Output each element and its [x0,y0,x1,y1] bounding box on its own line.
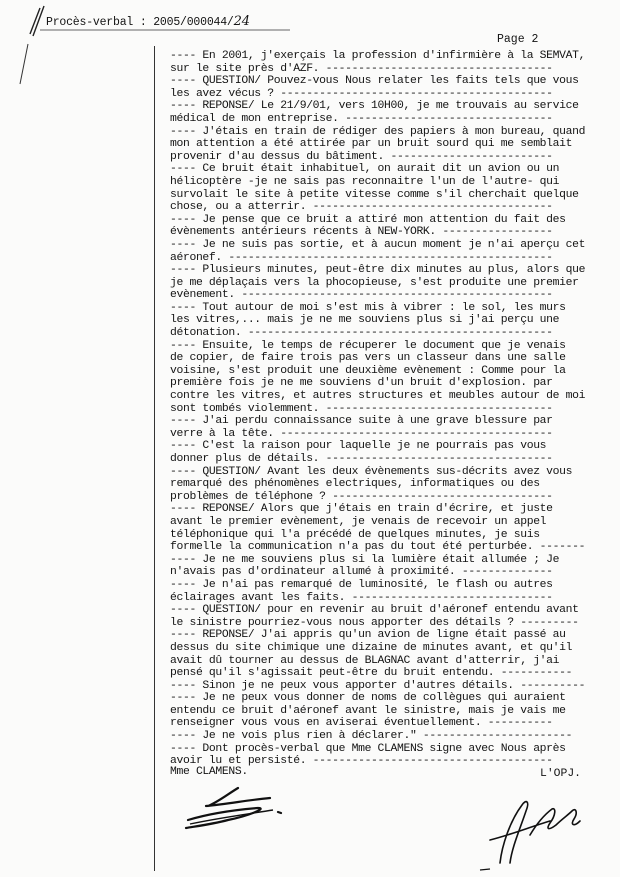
statement-line: ---- REPONSE/ Le 21/9/01, vers 10H00, je me trouvais au service [170,100,579,113]
statement-line: les vitres,... mais je ne me souviens plus si j'ai perçu une [170,314,560,327]
statement-line: téléphonique qui l'a précédé de quelques minutes, je suis [170,528,540,541]
statement-paragraph [170,214,594,239]
statement-line: verre à la tête. ------------------------------------------ [170,427,553,440]
statement-line: ---- En 2001, j'exerçais la profession d'infirmière à la SEMVAT, [170,50,586,62]
statement-line: evènement. ------------------------------------------------ [170,289,553,302]
statement-line: les avez vécus ? ------------------------------------------ [170,87,553,100]
statement-paragraph [170,730,594,743]
statement-line: n'avais pas d'ordinateur allumé à proximité. -------------- [170,566,553,579]
statement-line: ---- Ensuite, le temps de récuperer le document que je venais [170,339,566,352]
statement-paragraph [170,75,594,100]
statement-paragraph [170,50,594,75]
statement-line: ---- REPONSE/ J'ai appris qu'un avion de ligne était passé au [170,629,566,642]
statement-line: ---- Je n'ai pas remarqué de luminosité, le flash ou autres [170,578,553,591]
statement-line: provenir d'au dessus du bâtiment. ------------------------- [170,150,553,163]
page-number: Page 2 [497,33,539,46]
statement-line: avant le premier evènement, je venais de recevoir un appel [170,515,547,528]
statement-line: je me déplaçais vers la phocopieuse, s'est produite une premier [170,276,579,289]
statement-line: donner plus de détails. ----------------------------------- [170,453,553,465]
margin-line [154,46,155,871]
statement-line: sur le site près d'AZF. ----------------------------------- [170,62,553,75]
statement-line: aéronef. -------------------------------------------------- [170,251,553,264]
statement-paragraph [170,579,594,604]
statement-line: contre les vitres, et autres structures et meubles autour de moi [170,390,586,403]
statement-paragraph [170,680,594,693]
officer-label: L'OPJ. [540,768,582,780]
witness-signature [178,780,328,835]
statement-line: ---- REPONSE/ Alors que j'étais en train d'écrire, et juste [170,503,553,516]
reference-text: Procès-verbal : 2005/000044/ [46,16,234,29]
statement-line: ---- J'étais en train de rédiger des papiers à mon bureau, quand [170,125,586,138]
statement-line: ---- QUESTION/ Pouvez-vous Nous relater les faits tels que vous [170,75,579,88]
statement-line: de copier, de faire trois pas vers un classeur dans une salle [170,352,566,365]
statement-line: survolait le site à petite vitesse comme s'il cherchait quelque [170,188,579,201]
statement-line: chose, ou a atterrir. ------------------------------------- [170,201,553,214]
statement-paragraph [170,604,594,629]
officer-signature [460,785,600,875]
statement-paragraph [170,554,594,579]
statement-line: ---- C'est la raison pour laquelle je ne pourrais pas vous [170,440,547,453]
statement-line: voisine, s'est produit une deuxième evènement : Comme pour la [170,364,566,377]
statement-paragraph [170,415,594,440]
statement-line: ---- Je ne me souviens plus si la lumière était allumée ; Je [170,553,560,566]
statement-line: ---- Plusieurs minutes, peut-être dix minutes au plus, alors que [170,264,586,277]
statement-line: ---- QUESTION/ Avant les deux évènements sus-décrits avez vous [170,465,573,478]
statement-line: ---- Je ne suis pas sortie, et à aucun moment je n'ai aperçu cet [170,238,586,251]
statement-paragraph [170,629,594,679]
statement-paragraph [170,692,594,730]
statement-line: remarqué des phénomènes electriques, informatiques ou des [170,478,540,491]
statement-line: ---- Tout autour de moi s'est mis à vibrer : le sol, les murs [170,301,566,314]
statement-paragraph [170,440,594,465]
statement-paragraph [170,743,594,768]
statement-line: hélicoptère -je ne sais pas reconnaitre l'un de l'autre- qui [170,175,560,188]
statement-line: dessus du site chimique une dizaine de minutes avant, et qu'il [170,641,573,654]
statement-line: formelle la communication n'a pas du tout été perturbée. ------- [170,541,586,554]
statement-line: évènements antérieurs récents à NEW-YORK. ----------------- [170,226,553,239]
statement-line: avait dû tourner au dessus de BLAGNAC avant d'atterrir, j'ai [170,654,560,667]
statement-line: problèmes de téléphone ? ---------------------------------- [170,490,553,503]
statement-line: ---- Sinon je ne peux vous apporter d'autres détails. ---------- [170,679,586,692]
statement-line: le sinistre pourriez-vous nous apporter des détails ? --------- [170,616,579,629]
statement-line: première fois je ne me souviens d'un bruit d'explosion. par [170,377,553,390]
statement-paragraph [170,466,594,504]
statement-line: sont tombés violemment. ----------------------------------- [170,402,553,415]
statement-paragraph [170,340,594,416]
statement-line: ---- QUESTION/ pour en revenir au bruit d'aéronef entendu avant [170,604,579,617]
statement-paragraph [170,126,594,164]
witness-name: Mme CLAMENS. [170,766,248,778]
statement-paragraph [170,163,594,213]
header-underline [40,27,290,33]
statement-line: ---- J'ai perdu connaissance suite à une grave blessure par [170,415,553,428]
statement-paragraph [170,100,594,125]
statement-paragraph [170,503,594,553]
statement-line: entendu ce bruit d'aéronef avant le sinistre, mais je vais me [170,704,566,717]
statement-line: pensé qu'il s'agissait peut-être du bruit entendu. ----------- [170,667,573,680]
statement-line: mon attention a été attirée par un bruit sourd qui me semblait [170,138,573,151]
statement-line: renseigner vous vous en aviserai éventuellement. ---------- [170,717,553,730]
statement-line: avoir lu et persisté. ------------------------------------- [170,755,553,768]
statement-body [170,50,594,768]
statement-line: ---- Dont procès-verbal que Mme CLAMENS signe avec Nous après [170,742,566,755]
statement-line: médical de mon entreprise. -------------------------------- [170,112,553,125]
statement-line: détonation. ----------------------------------------------- [170,327,553,340]
statement-line: ---- Ce bruit était inhabituel, on aurait dit un avion ou un [170,163,560,176]
statement-line: ---- Je ne vois plus rien à déclarer." ----------------------- [170,730,573,743]
statement-line: ---- Je ne peux vous donner de noms de collègues qui auraient [170,692,566,705]
statement-paragraph [170,302,594,340]
statement-line: ---- Je pense que ce bruit a attiré mon attention du fait des [170,213,566,226]
statement-paragraph [170,264,594,302]
reference-handwritten-suffix: 24 [233,14,250,29]
statement-paragraph [170,239,594,264]
statement-line: éclairages avant les faits. ------------------------------- [170,591,553,604]
